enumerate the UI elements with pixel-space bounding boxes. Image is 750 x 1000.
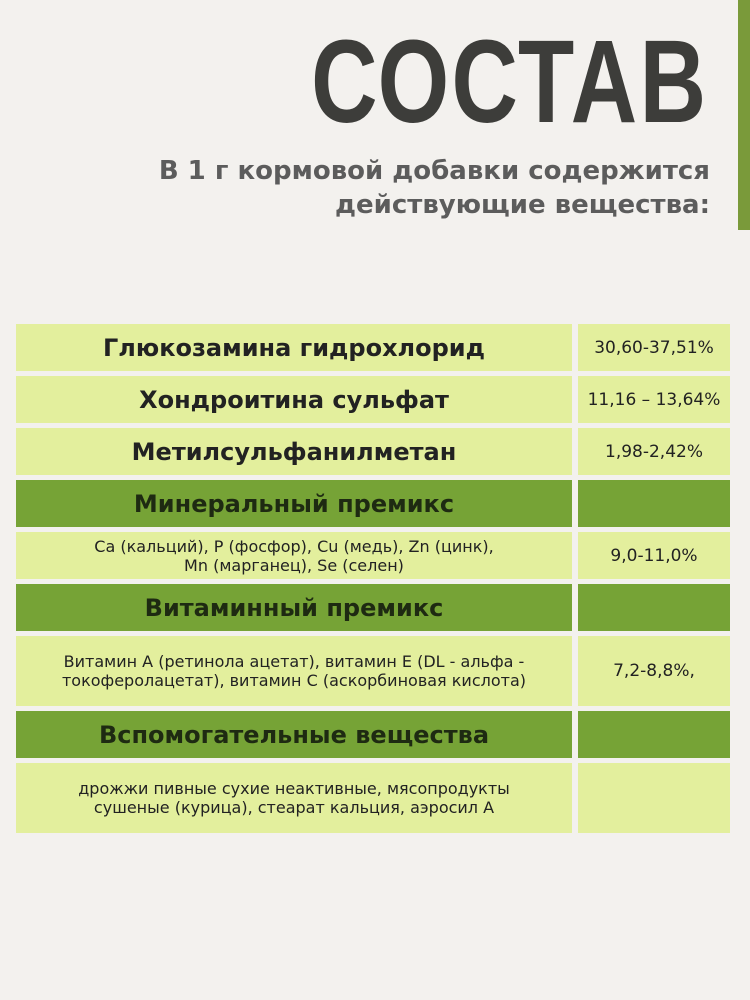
table-section-vitamin	[16, 584, 730, 631]
table-row-minerals	[16, 532, 730, 579]
table-row-chondroitin	[16, 376, 730, 423]
ingredient-description	[16, 763, 572, 833]
page-title: СОСТАВ	[310, 16, 708, 148]
ingredient-description	[16, 636, 572, 706]
description-line-1: Ca (кальций), P (фосфор), Cu (медь), Zn (цинк),	[94, 536, 494, 556]
section-value	[578, 711, 730, 758]
description-line-1: Витамин A (ретинола ацетат), витамин E (DL - альфа -	[63, 652, 525, 671]
table-section-mineral	[16, 480, 730, 527]
ingredient-value: 11,16 – 13,64%	[578, 376, 730, 423]
ingredient-name: Глюкозамина гидрохлорид	[16, 324, 572, 371]
section-value	[578, 480, 730, 527]
ingredient-value: 9,0-11,0%	[578, 532, 730, 579]
section-heading: Витаминный премикс	[16, 584, 572, 631]
table-row-msm	[16, 428, 730, 475]
table-row-auxiliary	[16, 763, 730, 833]
description-line-2: сушеные (курица), стеарат кальция, аэросил А	[93, 798, 495, 817]
ingredient-value: 7,2-8,8%,	[578, 636, 730, 706]
accent-bar	[738, 0, 750, 230]
ingredient-name: Хондроитина сульфат	[16, 376, 572, 423]
table-row-glucosamine	[16, 324, 730, 371]
ingredient-name: Метилсульфанилметан	[16, 428, 572, 475]
ingredient-value	[578, 763, 730, 833]
ingredient-value: 1,98-2,42%	[578, 428, 730, 475]
subtitle-line-2: действующие вещества:	[335, 190, 710, 220]
table-section-auxiliary	[16, 711, 730, 758]
description-line-2: токоферолацетат), витамин C (аскорбиновая кислота)	[61, 671, 527, 690]
ingredient-value: 30,60-37,51%	[578, 324, 730, 371]
ingredient-description	[16, 532, 572, 579]
section-heading: Вспомогательные вещества	[16, 711, 572, 758]
description-line-2: Mn (марганец), Se (селен)	[184, 555, 404, 575]
section-heading: Минеральный премикс	[16, 480, 572, 527]
composition-table	[16, 324, 730, 838]
description-line-1: дрожжи пивные сухие неактивные, мясопродукты	[78, 779, 510, 798]
subtitle-line-1: В 1 г кормовой добавки содержится	[158, 156, 710, 186]
page-subtitle	[110, 154, 710, 222]
table-row-vitamins	[16, 636, 730, 706]
section-value	[578, 584, 730, 631]
